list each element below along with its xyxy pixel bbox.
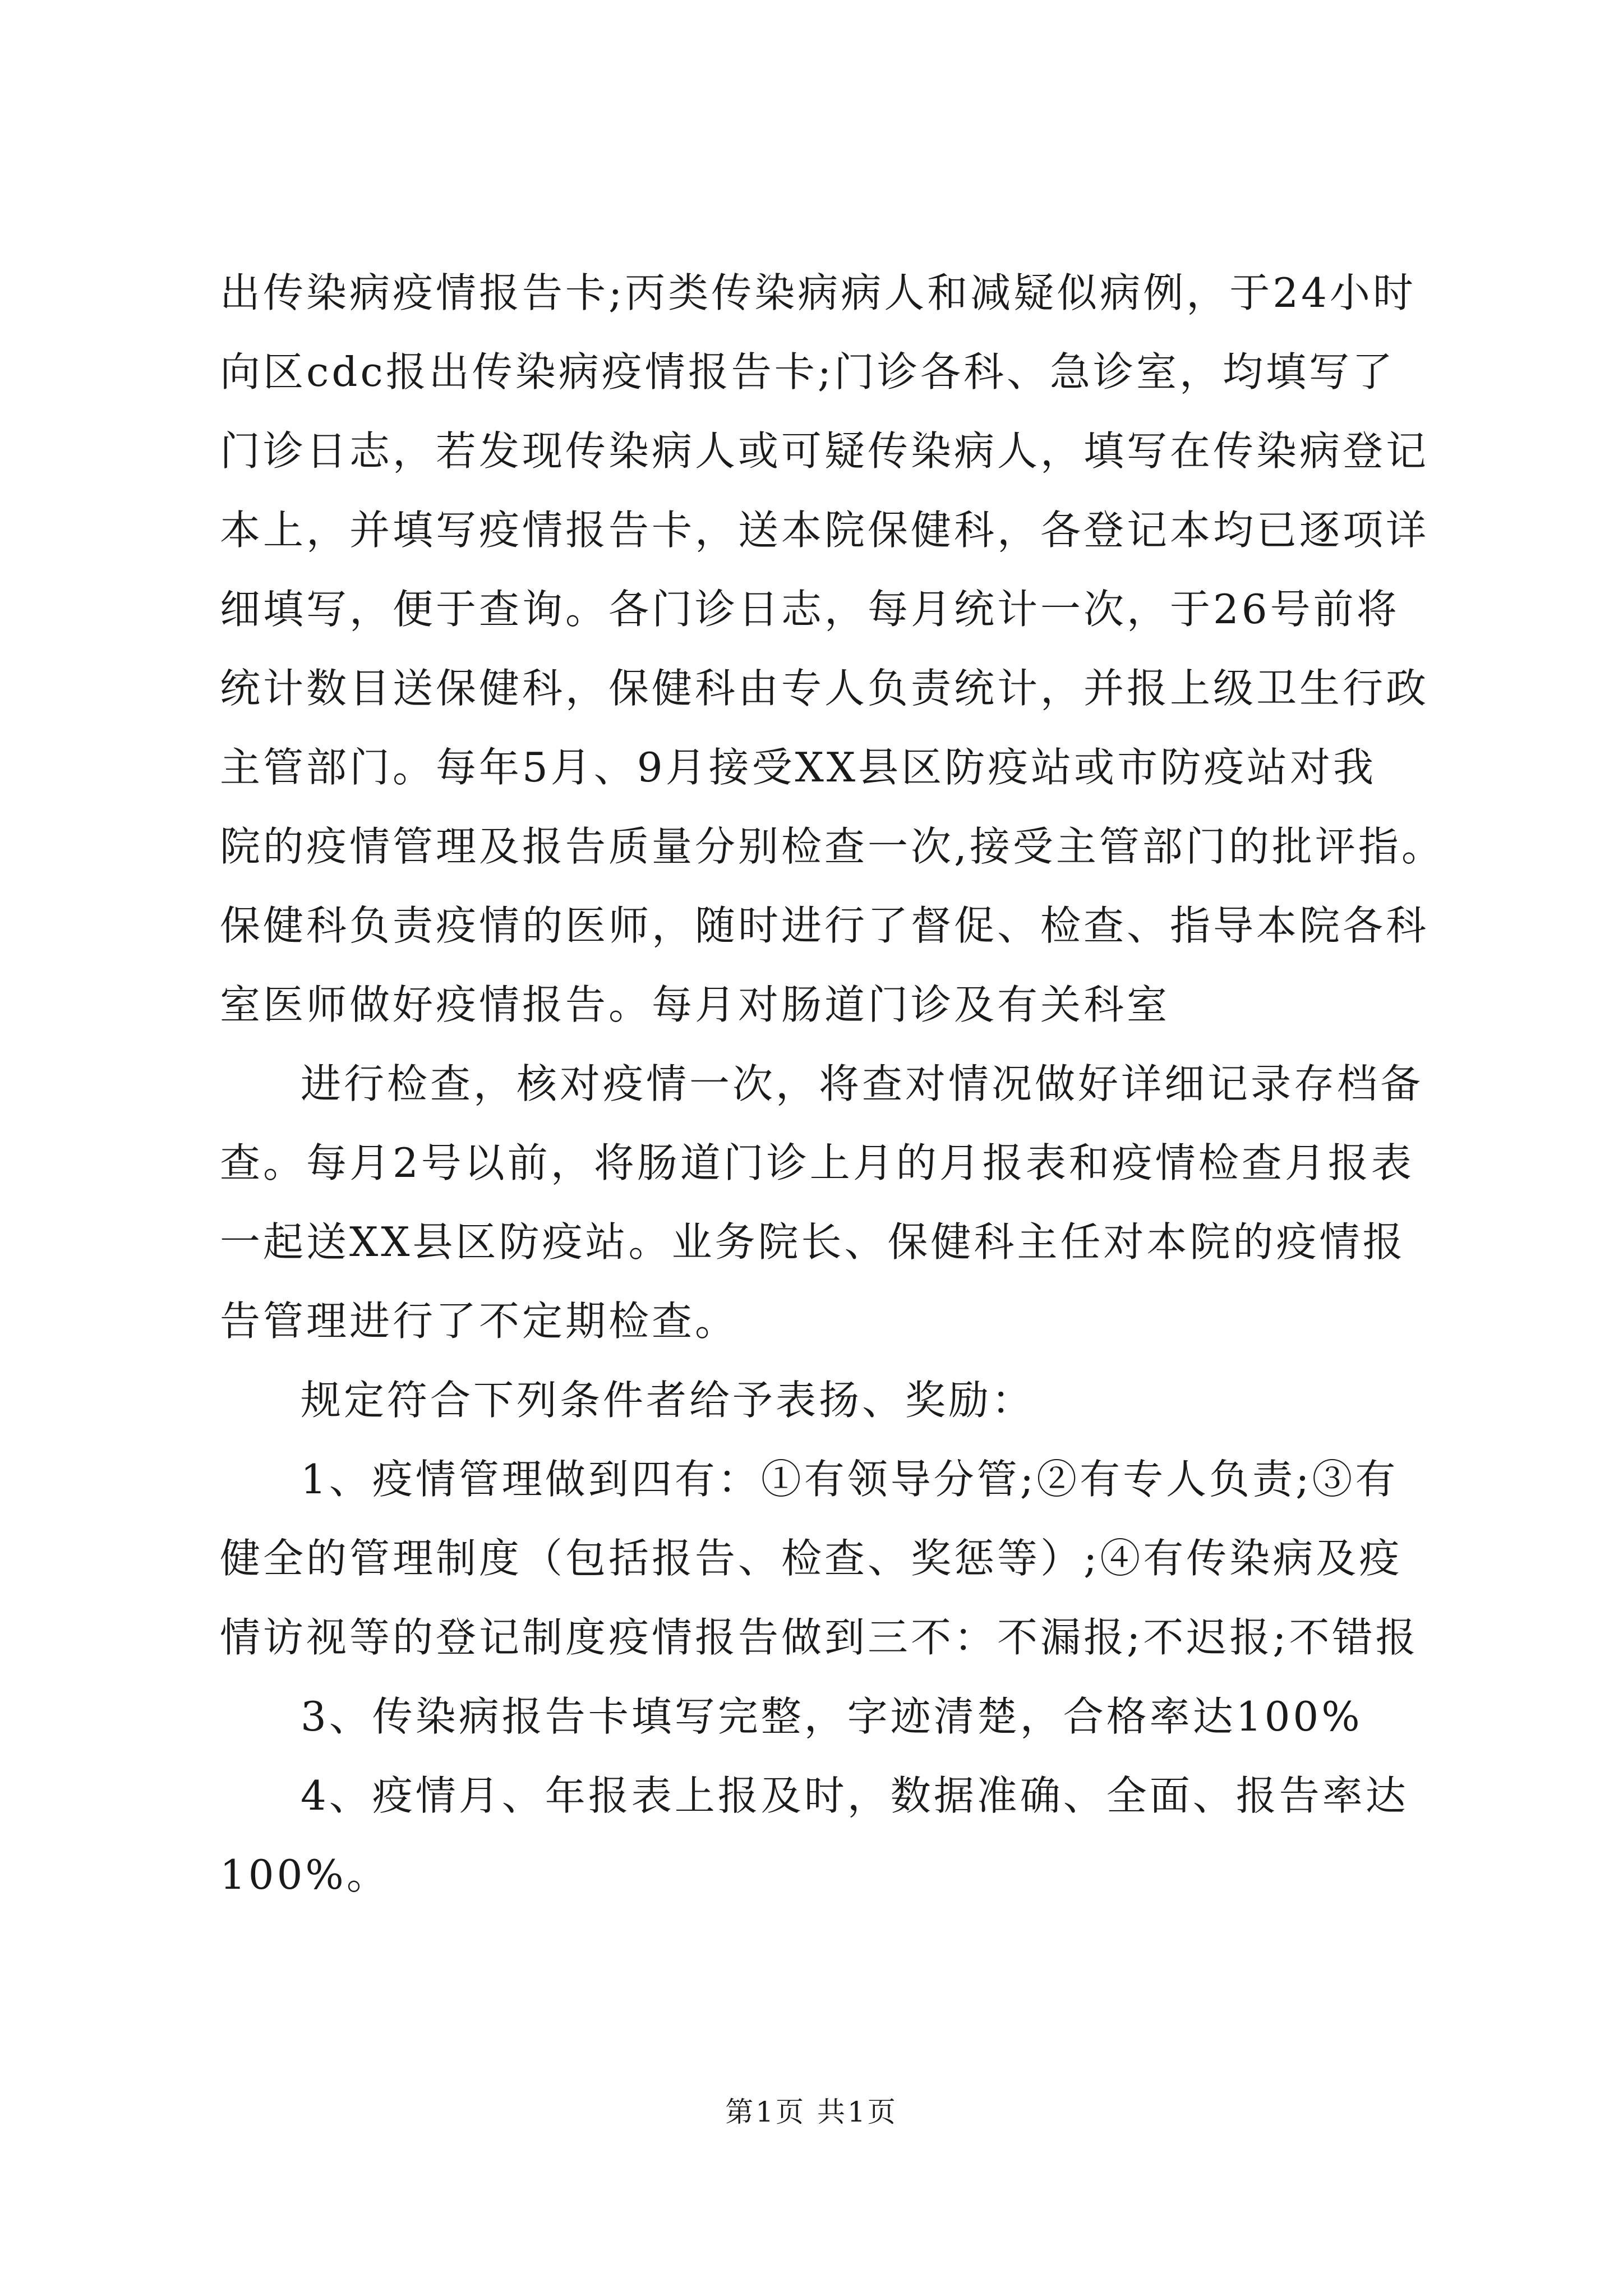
body-text-line: 保健科负责疫情的医师，随时进行了督促、检查、指导本院各科 [220, 902, 1430, 949]
list-item-line: 3、传染病报告卡填写完整，字迹清楚，合格率达100% [301, 1693, 1363, 1740]
list-item-line: 健全的管理制度（包括报告、检查、奖惩等）;④有传染病及疫 [220, 1535, 1403, 1582]
body-text-line: 门诊日志，若发现传染病人或可疑传染病人，填写在传染病登记 [220, 427, 1430, 475]
body-text-line: 规定符合下列条件者给予表扬、奖励： [301, 1377, 1035, 1424]
body-text-line: 查。每月2号以前，将肠道门诊上月的月报表和疫情检查月报表 [220, 1139, 1414, 1186]
body-text-line: 细填写，便于查询。各门诊日志，每月统计一次，于26号前将 [220, 586, 1400, 633]
body-text-line: 主管部门。每年5月、9月接受XX县区防疫站或市防疫站对我 [220, 744, 1377, 791]
body-text-line: 一起送XX县区防疫站。业务院长、保健科主任对本院的疫情报 [220, 1218, 1406, 1266]
page-number-footer: 第1页 共1页 [725, 2096, 898, 2128]
body-text-line: 室医师做好疫情报告。每月对肠道门诊及有关科室 [220, 981, 1170, 1028]
list-item-line: 1、疫情管理做到四有：①有领导分管;②有专人负责;③有 [301, 1456, 1399, 1503]
body-text-line: 向区cdc报出传染病疫情报告卡;门诊各科、急诊室，均填写了 [220, 348, 1395, 395]
body-text-line: 本上，并填写疫情报告卡，送本院保健科，各登记本均已逐项详 [220, 507, 1430, 554]
list-item-line: 100%。 [220, 1851, 390, 1898]
body-text-line: 出传染病疫情报告卡;丙类传染病病人和减疑似病例，于24小时 [220, 269, 1416, 316]
list-item-line: 4、疫情月、年报表上报及时，数据准确、全面、报告率达 [301, 1772, 1409, 1819]
body-text-line: 院的疫情管理及报告质量分别检查一次,接受主管部门的批评指。 [220, 823, 1445, 870]
body-text-line: 告管理进行了不定期检查。 [220, 1297, 739, 1345]
body-text-line: 进行检查，核对疫情一次，将查对情况做好详细记录存档备 [301, 1060, 1424, 1107]
list-item-line: 情访视等的登记制度疫情报告做到三不：不漏报;不迟报;不错报 [220, 1614, 1419, 1661]
body-text-line: 统计数目送保健科，保健科由专人负责统计，并报上级卫生行政 [220, 665, 1430, 712]
